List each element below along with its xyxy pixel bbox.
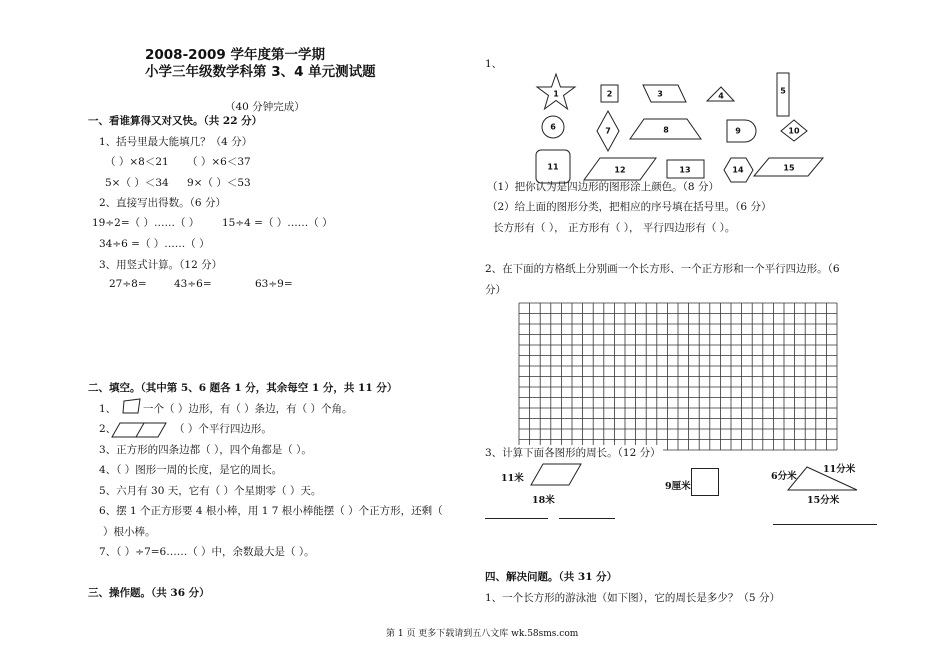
s1-q3-item: 27÷8=: [109, 278, 147, 290]
s3-q1-sub1: （1）把你认为是四边形的图形涂上颜色。（8 分）: [487, 181, 719, 193]
shape-label: 3: [657, 89, 663, 99]
shapes-figure: [528, 70, 828, 185]
s4-q1: 1、一个长方形的游泳池（如下图），它的周长是多少？（5 分）: [485, 592, 780, 604]
s3-q1-sub2: （2）给上面的图形分类，把相应的序号填在括号里。（6 分）: [487, 201, 772, 213]
shape-label: 5: [780, 86, 786, 96]
s2-q2-number: 2、: [99, 423, 117, 435]
shape-label: 9: [735, 126, 741, 136]
section2-heading: 二、填空。（其中第 5、6 题各 1 分，其余每空 1 分，共 11 分）: [88, 382, 398, 394]
figure-side-label: 11米: [501, 473, 524, 484]
shape-label: 13: [679, 165, 691, 175]
s2-q6-line2: ）根小棒。: [103, 526, 156, 538]
triangle-side-a-label: 6分米: [771, 471, 797, 482]
parallelograms-figure: [110, 420, 170, 440]
shape-label: 2: [606, 89, 613, 99]
s2-q6-line1: 6、摆 1 个正方形要 4 根小棒，用 1 7 根小棒能摆（ ）个正方形，还剩（: [99, 505, 443, 517]
section1-heading: 一、看谁算得又对又快。（共 22 分）: [88, 115, 263, 127]
duration-note: （40 分钟完成）: [225, 101, 305, 113]
s2-q1-text: 一个（ ）边形，有（ ）条边，有（ ）个角。: [143, 403, 353, 415]
shape-label: 11: [547, 162, 559, 172]
shape-arch-9: [727, 120, 756, 142]
section4-heading: 四、解决问题。（共 31 分）: [485, 571, 618, 583]
s2-q1-number: 1、: [99, 403, 117, 415]
square-side-label: 9厘米: [665, 481, 691, 492]
s1-q3-item: 43÷6=: [174, 278, 212, 290]
shape-label: 7: [605, 126, 611, 136]
title-line-1: 2008-2009 学年度第一学期: [145, 47, 325, 63]
s2-q2-text: （ ）个平行四边形。: [174, 423, 272, 435]
s1-q3-title: 3、用竖式计算。（12 分）: [99, 259, 223, 271]
square-perimeter-figure: [691, 468, 719, 496]
shape-label: 12: [614, 165, 626, 175]
shape-label: 1: [553, 89, 559, 99]
s1-q1-item: 5×（ ）＜34: [105, 177, 169, 189]
shape-label: 10: [788, 126, 800, 136]
answer-line[interactable]: [773, 524, 877, 525]
s1-q1-item: （ ）×6＜37: [187, 156, 251, 168]
answer-line[interactable]: [485, 518, 548, 519]
answer-line[interactable]: [559, 518, 615, 519]
s2-q5: 5、六月有 30 天，它有（ ）个星期零（ ）天。: [99, 485, 322, 497]
triangle-side-c-label: 15分米: [807, 495, 840, 506]
s3-q3: 3、计算下面各图形的周长。（12 分）: [485, 447, 661, 459]
shape-label: 4: [718, 91, 724, 101]
s1-q2-item: 15÷4 =（ ）……（ ）: [222, 217, 333, 229]
shape-label: 14: [732, 165, 744, 175]
s3-q2-line2: 分）: [485, 284, 506, 296]
s3-q2-line1: 2、在下面的方格纸上分别画一个长方形、一个正方形和一个平行四边形。（6: [485, 263, 840, 275]
s1-q2-item: 19÷2=（ ）……（ ）: [92, 217, 200, 229]
triangle-side-b-label: 11分米: [823, 464, 856, 475]
shape-parallelogram-3: [643, 85, 686, 102]
page-footer: 第 1 页 更多下载请到五八文库 wk.58sms.com: [386, 629, 579, 639]
s2-q3: 3、正方形的四条边都（ ），四个角都是（ ）。: [99, 444, 312, 456]
parallelogram-perimeter-figure: [527, 461, 587, 491]
s1-q2-item: 34÷6 =（ ）……（ ）: [99, 238, 210, 250]
s3-q1-sub3: 长方形有（ ）， 正方形有（ ）， 平行四边形有（ ）。: [493, 222, 736, 234]
s1-q1-item: （ ）×8＜21: [105, 156, 169, 168]
quadrilateral-figure: [121, 398, 143, 415]
s1-q2-title: 2、直接写出得数。（6 分）: [99, 197, 226, 209]
s3-q1-number: 1、: [485, 58, 503, 70]
grid-paper[interactable]: [518, 302, 840, 452]
shape-label: 8: [663, 125, 669, 135]
figure-base-label: 18米: [532, 495, 555, 506]
s2-q4: 4、（ ）图形一周的长度，是它的周长。: [99, 464, 283, 476]
shape-label: 6: [550, 122, 556, 132]
section3-heading: 三、操作题。（共 36 分）: [88, 587, 210, 599]
shape-label: 15: [783, 163, 795, 173]
s1-q1-item: 9×（ ）＜53: [187, 177, 251, 189]
s1-q1-title: 1、括号里最大能填几？（4 分）: [99, 136, 253, 148]
s1-q3-item: 63÷9=: [255, 278, 293, 290]
s2-q7: 7、（ ）÷7=6……（ ）中，余数最大是（ ）。: [99, 546, 315, 558]
title-line-2: 小学三年级数学科第 3、4 单元测试题: [145, 64, 376, 80]
